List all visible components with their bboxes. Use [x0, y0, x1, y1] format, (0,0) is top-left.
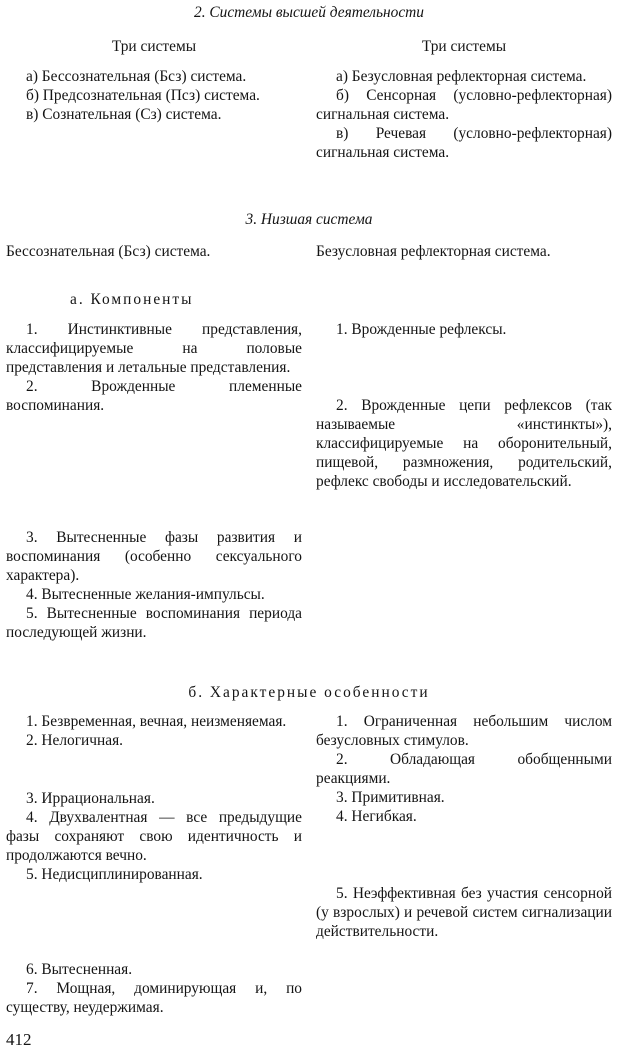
list-item: 6. Вытесненная. — [26, 961, 133, 978]
right-components-list — [316, 320, 612, 339]
list-item: 5. Неэффективная без участия сенсорной (у взрослых) и речевой систем сигнализации действительности. — [316, 885, 612, 940]
left-components-list-cont — [6, 528, 302, 642]
section-2-headers — [6, 37, 612, 56]
list-item: 4. Негибкая. — [336, 808, 417, 825]
list-item: 4. Вытесненные желания-импульсы. — [26, 586, 265, 603]
list-item: 2. Врожденные цепи рефлексов (так называемые «инстинкты»), классифицируемые на оборонительный, пищевой, размножения, родительский, рефлекс свободы и исследовательский. — [316, 397, 612, 490]
list-item: а) Безусловная рефлекторная система. — [336, 68, 587, 85]
list-item: в) Речевая (условно-рефлекторная) сигнальная система. — [316, 125, 612, 161]
list-item: 5. Вытесненные воспоминания периода последующей жизни. — [6, 605, 302, 641]
page-number: 412 — [6, 1030, 32, 1049]
right-system-name: Безусловная рефлекторная система. — [316, 243, 551, 260]
left-column-header: Три системы — [111, 38, 197, 55]
list-item: 3. Иррациональная. — [26, 790, 155, 807]
list-item: 5. Недисциплинированная. — [26, 866, 203, 883]
left-features-list-cont — [6, 789, 302, 884]
right-column-header: Три системы — [421, 38, 507, 55]
left-features-list-end — [6, 960, 302, 1017]
list-item: 3. Примитивная. — [336, 789, 445, 806]
right-features-list-cont — [316, 884, 612, 941]
left-features-list — [6, 712, 302, 750]
right-components-list-cont — [316, 396, 612, 491]
left-system-list — [6, 67, 302, 162]
section-3-title: 3. Низшая система — [245, 211, 373, 228]
section-2-lists — [6, 67, 612, 162]
list-item: 1. Ограниченная небольшим числом безусловных стимулов. — [316, 713, 612, 749]
list-item: а) Бессознательная (Бсз) система. — [26, 68, 247, 85]
list-item: 1. Безвременная, вечная, неизменяемая. — [26, 713, 287, 730]
components-heading: а. Компоненты — [70, 291, 194, 308]
list-item: б) Предсознательная (Псз) система. — [26, 87, 260, 104]
list-item: 7. Мощная, доминирующая и, по существу, неудержимая. — [6, 980, 302, 1016]
book-page — [6, 0, 612, 1053]
list-item: 4. Двухвалентная — все предыдущие фазы сохраняют свою идентичность и продолжаются вечно. — [6, 809, 302, 864]
list-item: б) Сенсорная (условно-рефлекторная) сигнальная система. — [316, 87, 612, 123]
section-3-systems — [6, 242, 612, 261]
left-components-list — [6, 320, 302, 415]
list-item: 2. Обладающая обобщенными реакциями. — [316, 751, 612, 787]
list-item: 1. Врожденные рефлексы. — [336, 321, 507, 338]
section-2-title: 2. Системы высшей деятельности — [194, 4, 424, 21]
right-features-list — [316, 712, 612, 826]
features-heading: б. Характерные особенности — [188, 684, 430, 701]
list-item: 2. Врожденные племенные воспоминания. — [6, 378, 302, 414]
left-system-name: Бессознательная (Бсз) система. — [6, 243, 211, 260]
list-item: 3. Вытесненные фазы развития и воспоминания (особенно сексуального характера). — [6, 529, 302, 584]
list-item: в) Сознательная (Сз) система. — [26, 106, 222, 123]
list-item: 1. Инстинктивные представления, классифицируемые на половые представления и летальные представления. — [6, 321, 302, 376]
list-item: 2. Нелогичная. — [26, 732, 123, 749]
right-system-list — [316, 67, 612, 162]
